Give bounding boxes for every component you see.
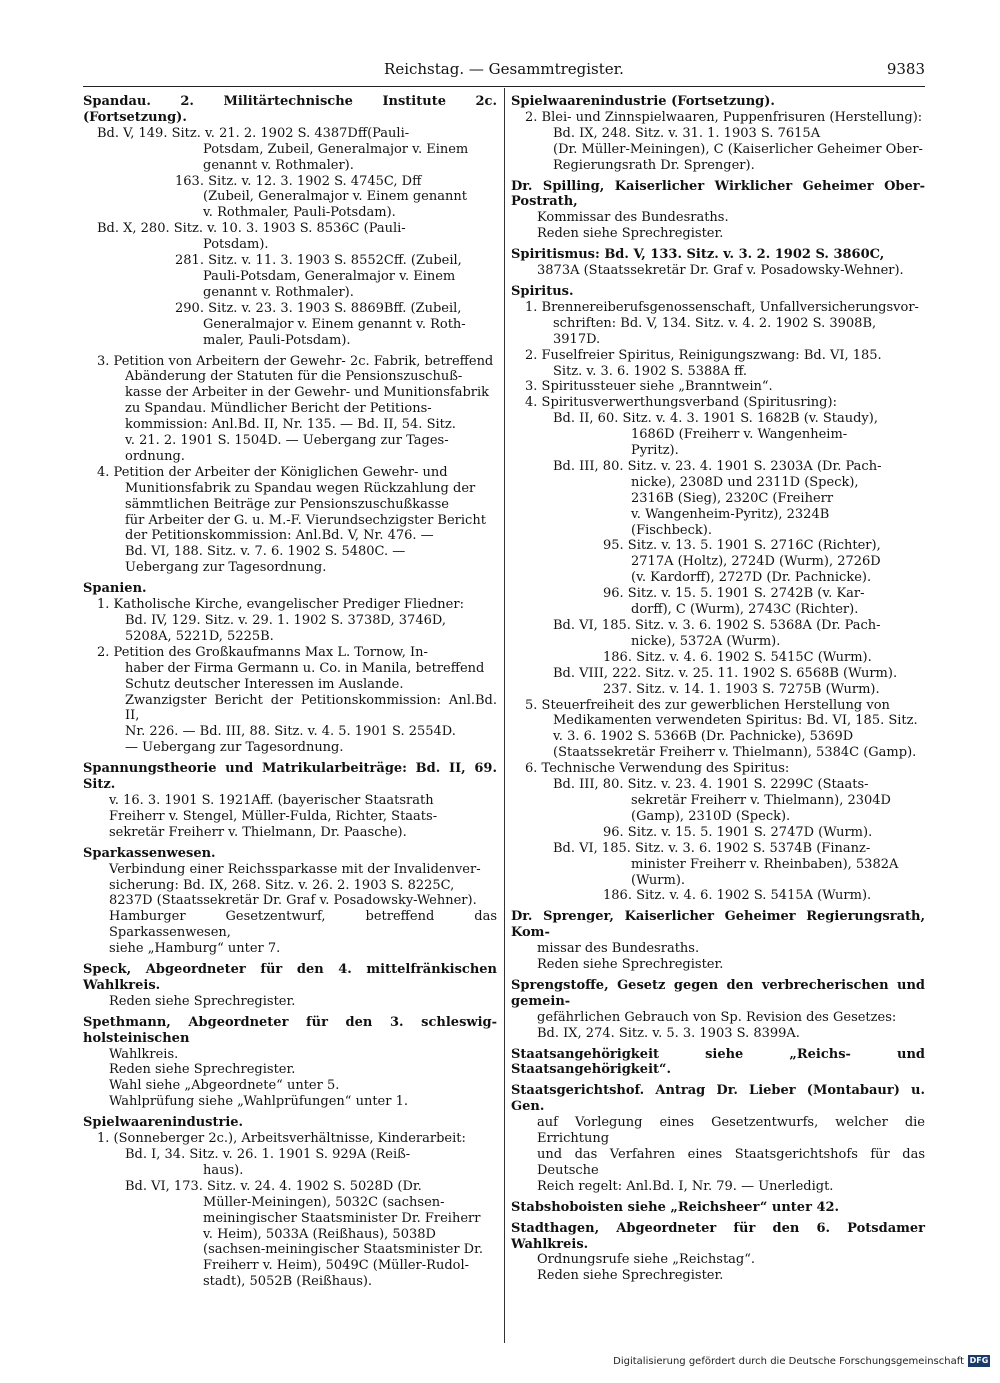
entry-line: haus). (203, 1162, 244, 1178)
page-footer (613, 1355, 990, 1367)
entry-line: v. 16. 3. 1901 S. 1921Aff. (bayerischer Staatsrath (109, 792, 434, 808)
entry-line: siehe „Hamburg“ unter 7. (109, 941, 281, 957)
entry-line: haber der Firma Germann u. Co. in Manila, betreffend (125, 660, 485, 676)
entry-line: 2316B (Sieg), 2320C (Freiherr (631, 490, 834, 506)
entry-line: auf Vorlegung eines Gesetzentwurfs, welcher die Errichtung (537, 1115, 930, 1147)
entry-line: 4. Spiritusverwerthungsverband (Spiritusring): (525, 395, 837, 411)
entry-line: Pyritz). (631, 443, 679, 459)
entry-line: 3873A (Staatssekretär Dr. Graf v. Posadowsky-Wehner). (537, 263, 904, 279)
register-entry (511, 1046, 930, 1079)
register-entry (511, 1220, 930, 1285)
entry-line: Freiherr v. Stengel, Müller-Fulda, Richter, Staats- (109, 808, 438, 824)
entry-line: Bd. X, 280. Sitz. v. 10. 3. 1903 S. 8536C (Pauli- (97, 221, 406, 237)
entry-line: stadt), 5052B (Reißhaus). (203, 1274, 373, 1290)
entry-line: Bd. IV, 129. Sitz. v. 29. 1. 1902 S. 3738D, 3746D, (125, 613, 446, 628)
entry-line: genannt v. Rothmaler). (203, 284, 354, 300)
entry-line: Potsdam, Zubeil, Generalmajor v. Einem (203, 141, 469, 157)
entry-line: 4. Petition der Arbeiter der Königlichen Gewehr- und (97, 464, 448, 480)
entry-line: Reden siehe Sprechregister. (537, 957, 724, 973)
entry-line: Wahl siehe „Abgeordnete“ unter 5. (109, 1078, 340, 1094)
entry-line: 186. Sitz. v. 4. 6. 1902 S. 5415C (Wurm). (603, 649, 872, 665)
register-entry (83, 845, 502, 957)
entry-heading: Stadthagen, Abgeordneter für den 6. Potsdamer Wahlkreis. (511, 1220, 930, 1252)
register-entry (511, 977, 930, 1042)
entry-line: Wahlkreis. (109, 1046, 179, 1062)
entry-line: 8237D (Staatssekretär Dr. Graf v. Posadowsky-Wehner). (109, 893, 477, 909)
register-entry (83, 962, 502, 1010)
entry-line: Bd. VI, 173. Sitz. v. 24. 4. 1902 S. 5028D (Dr. (125, 1178, 422, 1194)
entry-line: zu Spandau. Mündlicher Bericht der Petitions- (125, 401, 432, 417)
entry-line: nicke), 2308D und 2311D (Speck), (631, 474, 859, 490)
entry-line: Sitz. v. 3. 6. 1902 S. 5388A ff. (553, 363, 747, 379)
entry-line: Bd. VI, 185. Sitz. v. 3. 6. 1902 S. 5368A (Dr. Pach- (553, 618, 881, 633)
entry-line: 2. Blei- und Zinnspielwaaren, Puppenfrisuren (Herstellung): (525, 109, 923, 125)
entry-line: Ordnungsrufe siehe „Reichstag“. (537, 1252, 756, 1268)
entry-heading: Dr. Spilling, Kaiserlicher Wirklicher Geheimer Ober-Postrath, (511, 178, 925, 210)
entry-line: sekretär Freiherr v. Thielmann), 2304D (631, 792, 891, 808)
entry-line: Reich regelt: Anl.Bd. I, Nr. 79. — Unerledigt. (537, 1178, 834, 1194)
entry-line: Reden siehe Sprechregister. (537, 1268, 724, 1284)
register-entry (511, 247, 925, 279)
entry-line: 96. Sitz. v. 15. 5. 1901 S. 2742B (v. Kar- (603, 586, 865, 602)
entry-line: 281. Sitz. v. 11. 3. 1903 S. 8552Cff. (Zubeil, (175, 253, 462, 269)
entry-heading: Sparkassenwesen. (83, 845, 216, 861)
entry-heading: Spanien. (83, 581, 147, 597)
entry-line: 1. Katholische Kirche, evangelischer Prediger Fliedner: (97, 597, 464, 613)
entry-line: Reden siehe Sprechregister. (109, 993, 296, 1009)
entry-heading: Spiritismus: Bd. V, 133. Sitz. v. 3. 2. 1902 S. 3860C, (511, 247, 885, 263)
entry-line: Abänderung der Statuten für die Pensionszuschuß- (125, 369, 463, 385)
entry-line: 5208A, 5221D, 5225B. (125, 628, 274, 644)
entry-line: Kommissar des Bundesraths. (537, 210, 729, 226)
entry-line: Bd. VI, 185. Sitz. v. 3. 6. 1902 S. 5374B (Finanz- (553, 840, 871, 856)
register-entry (511, 179, 925, 243)
page-number: 9383 (886, 60, 925, 78)
running-title: Reichstag. — Gesammtregister. (384, 60, 624, 78)
entry-line: Bd. I, 34. Sitz. v. 26. 1. 1901 S. 929A (Reiß- (125, 1147, 411, 1162)
register-entry (83, 94, 502, 349)
entry-line: Bd. II, 60. Sitz. v. 4. 3. 1901 S. 1682B (v. Staudy), (553, 411, 878, 427)
entry-line: meiningischer Staatsminister Dr. Freiherr (203, 1210, 481, 1226)
entry-line: schriften: Bd. V, 134. Sitz. v. 4. 2. 1902 S. 3908B, (553, 315, 877, 331)
entry-line: Potsdam). (203, 237, 269, 253)
entry-line: Generalmajor v. Einem genannt v. Roth- (203, 316, 466, 332)
register-entry (511, 909, 930, 973)
entry-line: 237. Sitz. v. 14. 1. 1903 S. 7275B (Wurm). (603, 681, 880, 697)
entry-line: genannt v. Rothmaler). (203, 157, 354, 173)
entry-line: 1686D (Freiherr v. Wangenheim- (631, 427, 848, 443)
entry-line: Bd. III, 80. Sitz. v. 23. 4. 1901 S. 2299C (Staats- (553, 777, 869, 793)
entry-heading: Spielwaarenindustrie (Fortsetzung). (511, 94, 775, 109)
register-entry (511, 1200, 925, 1216)
entry-heading: Spethmann, Abgeordneter für den 3. schleswig-holsteinischen (83, 1014, 497, 1046)
entry-line: für Arbeiter der G. u. M.-F. Vierundsechzigster Bericht (125, 512, 486, 528)
column-divider (504, 88, 505, 1343)
register-entry (511, 284, 925, 904)
entry-line: Verbindung einer Reichssparkasse mit der Invalidenver- (109, 861, 481, 877)
register-entry (83, 1015, 497, 1110)
entry-line: 6. Technische Verwendung des Spiritus: (525, 761, 790, 777)
register-page (83, 56, 930, 1346)
entry-heading: Spiritus. (511, 283, 574, 299)
entry-line: v. Rothmaler, Pauli-Potsdam). (203, 205, 396, 221)
entry-line: Munitionsfabrik zu Spandau wegen Rückzahlung der (125, 480, 476, 496)
entry-line: minister Freiherr v. Rheinbaben), 5382A (631, 856, 899, 872)
entry-line: (Gamp), 2310D (Speck). (631, 808, 791, 824)
register-entry (511, 94, 925, 174)
funding-note: Digitalisierung gefördert durch die Deutsche Forschungsgemeinschaft (613, 1355, 964, 1367)
entry-line: kasse der Arbeiter in der Gewehr- und Munitionsfabrik (125, 385, 490, 401)
entry-line: 163. Sitz. v. 12. 3. 1902 S. 4745C, Dff (175, 173, 422, 189)
right-column (511, 94, 930, 1289)
entry-line: 290. Sitz. v. 23. 3. 1903 S. 8869Bff. (Zubeil, (175, 300, 462, 316)
entry-line: Pauli-Potsdam, Generalmajor v. Einem (203, 268, 456, 284)
entry-line: Uebergang zur Tagesordnung. (125, 560, 327, 576)
entry-line: v. 21. 2. 1901 S. 1504D. — Uebergang zur Tages- (125, 433, 449, 449)
entry-line: 2. Fuselfreier Spiritus, Reinigungszwang: Bd. VI, 185. (525, 347, 882, 363)
entry-line: der Petitionskommission: Anl.Bd. V, Nr. 476. — (125, 528, 434, 544)
entry-line: — Uebergang zur Tagesordnung. (125, 740, 344, 756)
entry-heading: Sprengstoffe, Gesetz gegen den verbrecherischen und gemein- (511, 977, 930, 1009)
entry-heading: Stabshoboisten siehe „Reichsheer“ unter 42. (511, 1199, 840, 1215)
entry-line: v. Heim), 5033A (Reißhaus), 5038D (203, 1226, 436, 1242)
entry-line: Freiherr v. Heim), 5049C (Müller-Rudol- (203, 1258, 470, 1274)
entry-line: ordnung. (125, 448, 185, 464)
entry-line: sämmtlichen Beiträge zur Pensionszuschußkasse (125, 496, 449, 512)
entry-line: Bd. IX, 248. Sitz. v. 31. 1. 1903 S. 7615A (553, 125, 821, 141)
page-header (83, 56, 925, 87)
entry-line: 3. Spiritussteuer siehe „Branntwein“. (525, 379, 773, 395)
entry-line: dorff), C (Wurm), 2743C (Richter). (631, 602, 859, 618)
register-entry (83, 761, 502, 841)
entry-heading: Speck, Abgeordneter für den 4. mittelfränkischen Wahlkreis. (83, 962, 502, 993)
entry-line: und das Verfahren eines Staatsgerichtshofs für das Deutsche (537, 1147, 930, 1178)
entry-line: 5. Steuerfreiheit des zur gewerblichen Herstellung von (525, 697, 890, 713)
entry-line: Wahlprüfung siehe „Wahlprüfungen“ unter 1. (109, 1094, 408, 1110)
entry-line: Zwanzigster Bericht der Petitionskommission: Anl.Bd. II, (125, 692, 502, 724)
register-entry (83, 354, 497, 577)
entry-line: v. Wangenheim-Pyritz), 2324B (631, 506, 830, 522)
entry-line: Bd. V, 149. Sitz. v. 21. 2. 1902 S. 4387Dff(Pauli- (97, 125, 410, 141)
register-entry (83, 581, 502, 756)
entry-heading: Dr. Sprenger, Kaiserlicher Geheimer Regierungsrath, Kom- (511, 909, 930, 941)
entry-heading: Spannungstheorie und Matrikularbeiträge: Bd. II, 69. Sitz. (83, 761, 502, 793)
entry-line: 3. Petition von Arbeitern der Gewehr- 2c. Fabrik, betreffend (97, 353, 494, 369)
left-column (83, 94, 502, 1295)
entry-line: Müller-Meiningen), 5032C (sachsen- (203, 1194, 445, 1210)
register-entry (511, 1083, 930, 1194)
entry-line: 2. Petition des Großkaufmanns Max L. Tornow, In- (97, 644, 428, 660)
entry-line: (Dr. Müller-Meiningen), C (Kaiserlicher Geheimer Ober- (553, 141, 923, 157)
entry-line: Schutz deutscher Interessen im Auslande. (125, 676, 404, 692)
entry-line: Medikamenten verwendeten Spiritus: Bd. VI, 185. Sitz. (553, 713, 918, 729)
entry-line: sicherung: Bd. IX, 268. Sitz. v. 26. 2. 1903 S. 8225C, (109, 877, 455, 893)
entry-line: sekretär Freiherr v. Thielmann, Dr. Paasche). (109, 824, 407, 840)
entry-line: nicke), 5372A (Wurm). (631, 633, 781, 649)
entry-line: Reden siehe Sprechregister. (109, 1062, 296, 1078)
entry-line: 1. Brennereiberufsgenossenschaft, Unfallversicherungsvor- (525, 299, 919, 315)
entry-line: 2717A (Holtz), 2724D (Wurm), 2726D (631, 554, 881, 570)
entry-line: Hamburger Gesetzentwurf, betreffend das Sparkassenwesen, (109, 909, 502, 941)
entry-line: 95. Sitz. v. 13. 5. 1901 S. 2716C (Richter), (603, 538, 881, 554)
entry-heading: Staatsangehörigkeit siehe „Reichs- und Staatsangehörigkeit“. (511, 1046, 930, 1078)
entry-line: Regierungsrath Dr. Sprenger). (553, 157, 755, 173)
entry-heading: Spielwaarenindustrie. (83, 1115, 244, 1131)
entry-line: Reden siehe Sprechregister. (537, 226, 724, 242)
dfg-logo-icon: DFG (969, 1356, 989, 1365)
entry-line: Bd. VIII, 222. Sitz. v. 25. 11. 1902 S. 6568B (Wurm). (553, 665, 898, 681)
entry-heading: Staatsgerichtshof. Antrag Dr. Lieber (Montabaur) u. Gen. (511, 1083, 930, 1115)
entry-line: 3917D. (553, 331, 601, 347)
entry-line: maler, Pauli-Potsdam). (203, 332, 351, 348)
entry-line: Nr. 226. — Bd. III, 88. Sitz. v. 4. 5. 1901 S. 2554D. (125, 724, 456, 740)
entry-line: (sachsen-meiningischer Staatsminister Dr. (203, 1242, 484, 1258)
entry-line: (Staatssekretär Freiherr v. Thielmann), 5384C (Gamp). (553, 745, 917, 761)
entry-line: 96. Sitz. v. 15. 5. 1901 S. 2747D (Wurm). (603, 824, 873, 840)
entry-line: kommission: Anl.Bd. II, Nr. 135. — Bd. II, 54. Sitz. (125, 417, 456, 433)
entry-line: Bd. VI, 188. Sitz. v. 7. 6. 1902 S. 5480C. — (125, 544, 406, 560)
entry-line: 1. (Sonneberger 2c.), Arbeitsverhältnisse, Kinderarbeit: (97, 1131, 466, 1147)
entry-line: 186. Sitz. v. 4. 6. 1902 S. 5415A (Wurm). (603, 888, 872, 904)
entry-line: (v. Kardorff), 2727D (Dr. Pachnicke). (631, 570, 872, 586)
register-entry (83, 1115, 497, 1290)
entry-line: gefährlichen Gebrauch von Sp. Revision des Gesetzes: (537, 1009, 897, 1025)
entry-line: (Zubeil, Generalmajor v. Einem genannt (203, 189, 467, 205)
entry-line: Bd. III, 80. Sitz. v. 23. 4. 1901 S. 2303A (Dr. Pach- (553, 458, 882, 474)
entry-line: Bd. IX, 274. Sitz. v. 5. 3. 1903 S. 8399A. (537, 1025, 800, 1041)
entry-line: (Wurm). (631, 872, 686, 888)
entry-line: (Fischbeck). (631, 522, 712, 538)
entry-heading: Spandau. 2. Militärtechnische Institute 2c. (Fortsetzung). (83, 94, 502, 125)
entry-line: v. 3. 6. 1902 S. 5366B (Dr. Pachnicke), 5369D (553, 729, 854, 745)
entry-line: missar des Bundesraths. (537, 941, 700, 957)
